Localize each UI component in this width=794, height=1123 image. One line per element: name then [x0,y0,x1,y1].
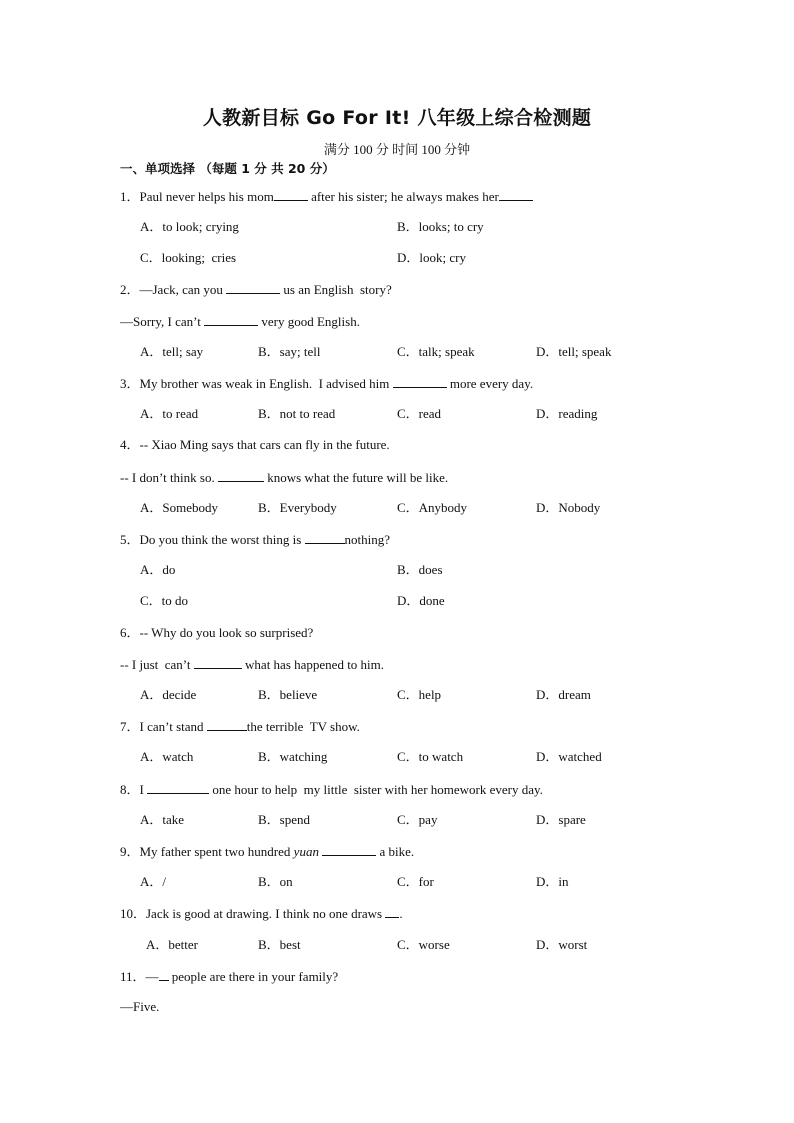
question-4-reply: -- I don’t think so. knows what the future will be like. [120,470,449,485]
q6-option-a: A．decide [140,687,197,702]
question-11-reply: —Five. [120,999,160,1014]
q10-option-d: D．worst [536,937,588,952]
q5-option-b: B．does [397,562,443,577]
q2-option-a: A．tell; say [140,344,204,359]
q9-option-b: B．on [258,874,293,889]
question-11: 11．— people are there in your family? [120,969,339,984]
answer-blank [226,281,280,294]
q3-option-d: D．reading [536,406,598,421]
q10-option-a: A．better [146,937,198,952]
q8-option-b: B．spend [258,812,311,827]
q1-option-d: D．look; cry [397,250,466,265]
question-6-reply: -- I just can’t what has happened to him. [120,657,385,672]
q4-option-b: B．Everybody [258,500,337,515]
section-heading: 一、单项选择 （每题 1 分 共 20 分） [120,161,335,176]
question-5: 5．Do you think the worst thing is nothing? [120,532,391,547]
answer-blank [207,718,247,731]
question-9: 9．My father spent two hundred yuan a bike. [120,844,415,859]
question-10: 10．Jack is good at drawing. I think no one draws . [120,906,403,921]
q3-option-b: B．not to read [258,406,336,421]
q4-option-c: C．Anybody [397,500,468,515]
answer-blank [147,781,209,794]
question-6: 6．-- Why do you look so surprised? [120,625,314,640]
q5-option-d: D．done [397,593,445,608]
answer-blank [274,188,308,201]
question-2: 2．—Jack, can you us an English story? [120,282,392,297]
answer-blank [305,531,345,544]
question-1: 1．Paul never helps his mom after his sister; he always makes her [120,188,533,205]
q4-option-a: A．Somebody [140,500,219,515]
q5-option-a: A．do [140,562,176,577]
q10-option-c: C．worse [397,937,450,952]
question-7: 7．I can’t stand the terrible TV show. [120,719,360,734]
answer-blank [393,375,447,388]
q6-option-b: B．believe [258,687,318,702]
page-title: 人教新目标 Go For It! 八年级上综合检测题 [202,107,592,129]
q1-option-c: C．looking; cries [140,250,237,265]
answer-blank [218,469,264,482]
q10-option-b: B．best [258,937,301,952]
q5-option-c: C．to do [140,593,189,608]
q8-option-a: A．take [140,812,185,827]
answer-blank [159,968,169,981]
q6-option-d: D．dream [536,687,591,702]
q9-option-c: C．for [397,874,434,889]
answer-blank [499,188,533,201]
question-3: 3．My brother was weak in English. I advised him more every day. [120,376,534,391]
question-2-reply: —Sorry, I can’t very good English. [120,314,360,329]
answer-blank [322,843,376,856]
q9-option-a: A．/ [140,874,167,889]
q2-option-c: C．talk; speak [397,344,475,359]
answer-blank [194,656,242,669]
q2-option-b: B．say; tell [258,344,321,359]
answer-blank [204,313,258,326]
q7-option-d: D．watched [536,749,602,764]
q2-option-d: D．tell; speak [536,344,612,359]
answer-blank [385,905,399,918]
q1-option-a: A．to look; crying [140,219,239,234]
q4-option-d: D．Nobody [536,500,601,515]
q7-option-c: C．to watch [397,749,464,764]
q3-option-c: C．read [397,406,442,421]
q6-option-c: C．help [397,687,442,702]
question-4: 4．-- Xiao Ming says that cars can fly in the future. [120,437,390,452]
q7-option-b: B．watching [258,749,328,764]
page-subtitle: 满分 100 分 时间 100 分钟 [323,142,471,157]
q3-option-a: A．to read [140,406,199,421]
question-8: 8．I one hour to help my little sister with her homework every day. [120,782,543,797]
q8-option-d: D．spare [536,812,586,827]
q7-option-a: A．watch [140,749,194,764]
q8-option-c: C．pay [397,812,438,827]
q1-option-b: B．looks; to cry [397,219,484,234]
q9-option-d: D．in [536,874,569,889]
